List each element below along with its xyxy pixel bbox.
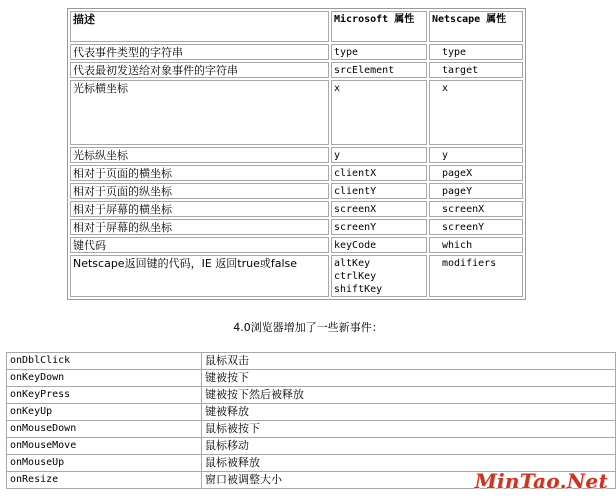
netscape-property: pageX xyxy=(442,168,473,179)
event-name: onResize xyxy=(7,472,202,489)
table-row xyxy=(70,44,523,60)
microsoft-property: screenY xyxy=(334,222,377,233)
netscape-property-cell xyxy=(429,201,523,217)
event-description: 鼠标移动 xyxy=(202,438,616,455)
microsoft-property-cell xyxy=(331,201,427,217)
event-description: 键被按下 xyxy=(202,370,616,387)
microsoft-property: y xyxy=(334,150,341,161)
netscape-property: modifiers xyxy=(442,258,497,269)
property-description: 相对于屏幕的横坐标 xyxy=(70,201,329,217)
netscape-property: screenX xyxy=(442,204,485,215)
netscape-property: screenY xyxy=(442,222,485,233)
microsoft-property: altKey xyxy=(334,258,371,269)
property-description: 相对于页面的横坐标 xyxy=(70,165,329,181)
event-name: onMouseMove xyxy=(7,438,202,455)
netscape-property: type xyxy=(442,47,467,58)
netscape-property-cell xyxy=(429,183,523,199)
event-description: 窗口被调整大小 xyxy=(202,472,616,489)
microsoft-property: clientX xyxy=(334,168,377,179)
table-row xyxy=(70,147,523,163)
table-row xyxy=(7,421,616,438)
event-description: 鼠标被按下 xyxy=(202,421,616,438)
event-name: onKeyPress xyxy=(7,387,202,404)
property-description: 相对于页面的纵坐标 xyxy=(70,183,329,199)
microsoft-property: shiftKey xyxy=(334,284,383,295)
event-description: 键被释放 xyxy=(202,404,616,421)
property-description: 光标横坐标 xyxy=(70,80,329,145)
microsoft-property-cell xyxy=(331,80,427,145)
property-description: 键代码 xyxy=(70,237,329,253)
netscape-property-cell xyxy=(429,237,523,253)
table-row xyxy=(7,370,616,387)
netscape-property: which xyxy=(442,240,473,251)
event-description: 键被按下然后被释放 xyxy=(202,387,616,404)
table-row xyxy=(70,165,523,181)
microsoft-property: ctrlKey xyxy=(334,271,377,282)
property-description: 代表最初发送给对象事件的字符串 xyxy=(70,62,329,78)
microsoft-property-cell xyxy=(331,62,427,78)
table-row xyxy=(7,387,616,404)
property-description: 代表事件类型的字符串 xyxy=(70,44,329,60)
netscape-property: x xyxy=(442,83,449,94)
properties-comparison-table xyxy=(67,8,526,300)
netscape-property-cell xyxy=(429,147,523,163)
microsoft-property: screenX xyxy=(334,204,377,215)
table-header-row xyxy=(70,11,523,42)
event-name: onKeyUp xyxy=(7,404,202,421)
table-row xyxy=(70,183,523,199)
table-row xyxy=(7,353,616,370)
microsoft-property: x xyxy=(334,83,341,94)
table-row xyxy=(70,255,523,297)
table-row xyxy=(70,237,523,253)
events-heading: 4.0浏览器增加了一些新事件： xyxy=(233,321,383,334)
microsoft-property-cell xyxy=(331,219,427,235)
table-row xyxy=(70,80,523,145)
table-row xyxy=(70,62,523,78)
netscape-property: pageY xyxy=(442,186,473,197)
netscape-property: target xyxy=(442,65,479,76)
netscape-property-cell xyxy=(429,219,523,235)
property-description: 光标纵坐标 xyxy=(70,147,329,163)
site-watermark: MinTao.Net xyxy=(474,469,608,493)
table-row xyxy=(7,404,616,421)
netscape-property-cell xyxy=(429,44,523,60)
event-name: onDblClick xyxy=(7,353,202,370)
property-description: Netscape返回键的代码，IE 返回true或false xyxy=(70,255,329,297)
netscape-property-cell xyxy=(429,80,523,145)
microsoft-property-cell xyxy=(331,183,427,199)
table-row xyxy=(70,219,523,235)
microsoft-property: clientY xyxy=(334,186,377,197)
event-name: onMouseDown xyxy=(7,421,202,438)
microsoft-property: keyCode xyxy=(334,240,377,251)
netscape-property-cell xyxy=(429,255,523,297)
microsoft-property: type xyxy=(334,47,359,58)
microsoft-property-cell xyxy=(331,147,427,163)
microsoft-property-cell xyxy=(331,237,427,253)
event-description: 鼠标被释放 xyxy=(202,455,616,472)
netscape-property-cell xyxy=(429,62,523,78)
microsoft-property: srcElement xyxy=(334,65,395,76)
table-row xyxy=(70,201,523,217)
header-description: 描述 xyxy=(70,11,329,42)
netscape-property-cell xyxy=(429,165,523,181)
microsoft-property-cell xyxy=(331,44,427,60)
netscape-property: y xyxy=(442,150,449,161)
header-microsoft: Microsoft 属性 xyxy=(331,11,427,42)
property-description: 相对于屏幕的纵坐标 xyxy=(70,219,329,235)
event-description: 鼠标双击 xyxy=(202,353,616,370)
table-row xyxy=(7,438,616,455)
header-netscape: Netscape 属性 xyxy=(429,11,523,42)
microsoft-property-cell xyxy=(331,255,427,297)
event-name: onMouseUp xyxy=(7,455,202,472)
microsoft-property-cell xyxy=(331,165,427,181)
event-name: onKeyDown xyxy=(7,370,202,387)
